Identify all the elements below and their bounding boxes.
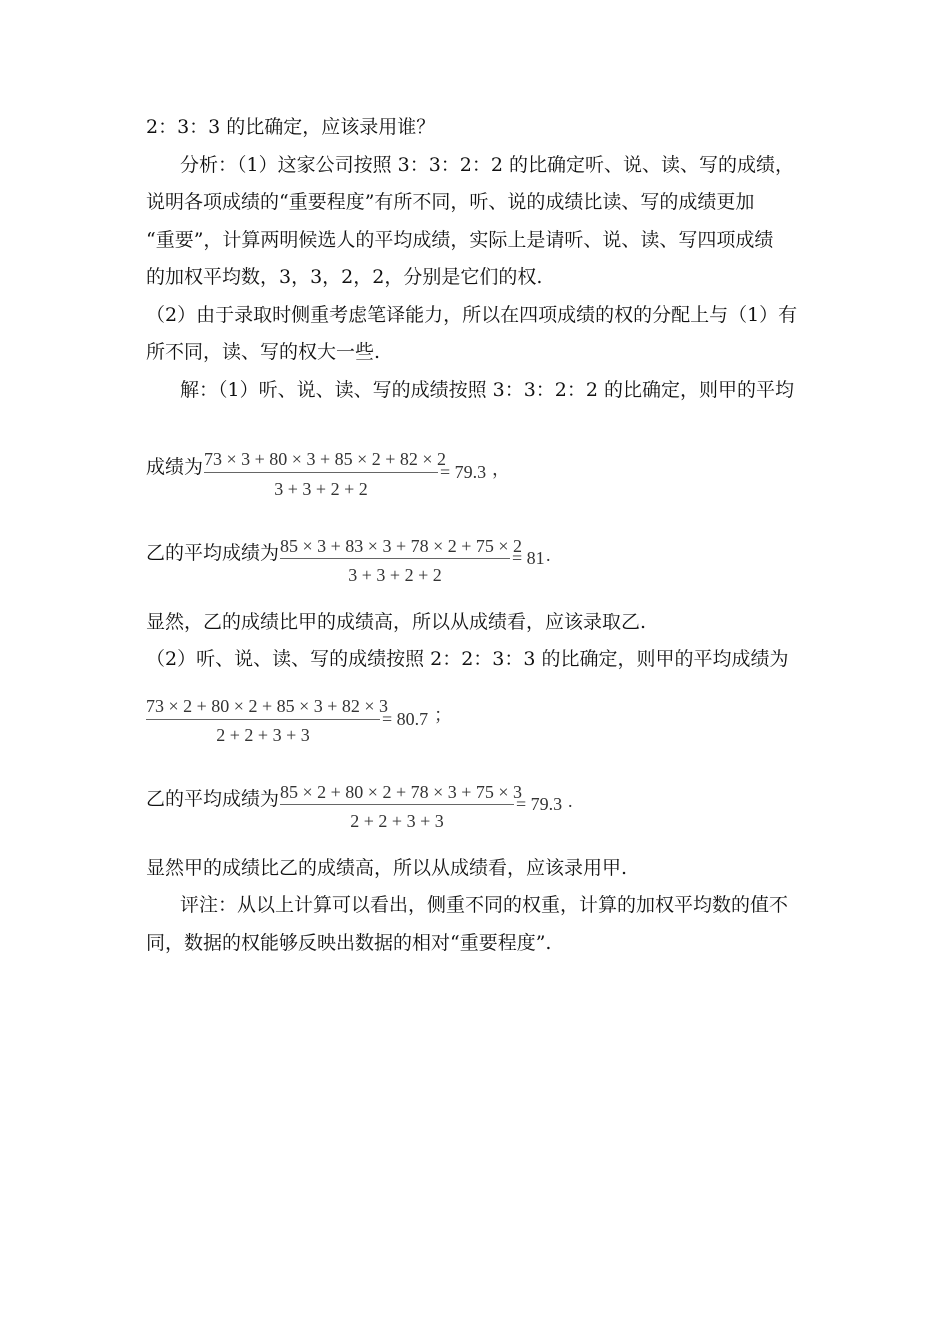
solution-line: 解：（1）听、说、读、写的成绩按照 3：3：2：2 的比确定，则甲的平均 [180, 379, 795, 401]
equation-numerator: 73 × 2 + 80 × 2 + 85 × 3 + 82 × 3 [146, 696, 389, 716]
equation-result: = 79.3 [516, 794, 563, 814]
equation-numerator: 73 × 3 + 80 × 3 + 85 × 2 + 82 × 2 [204, 449, 447, 469]
equation-denominator: 2 + 2 + 3 + 3 [350, 811, 444, 831]
equation-numerator: 85 × 2 + 80 × 2 + 78 × 3 + 75 × 3 [280, 782, 523, 802]
equation-denominator: 2 + 2 + 3 + 3 [216, 725, 310, 745]
equation-lead: 乙的平均成绩为 [146, 542, 280, 564]
paragraph-line: “重要”，计算两明候选人的平均成绩，实际上是请听、说、读、写四项成绩 [146, 229, 774, 251]
equation-lead: 乙的平均成绩为 [146, 788, 280, 810]
fraction-bar [146, 719, 380, 720]
equation-punct: . [568, 791, 573, 811]
comment-line: 评注：从以上计算可以看出，侧重不同的权重，计算的加权平均数的值不 [180, 894, 789, 916]
fraction-bar [280, 804, 514, 805]
paragraph-line: （2）听、说、读、写的成绩按照 2：2：3：3 的比确定，则甲的平均成绩为 [146, 648, 789, 670]
equation-numerator: 85 × 3 + 83 × 3 + 78 × 2 + 75 × 2 [280, 536, 523, 556]
equation-result: = 79.3 [440, 462, 487, 482]
equation-denominator: 3 + 3 + 2 + 2 [274, 479, 368, 499]
fraction-bar [280, 558, 510, 559]
paragraph-line: 2：3：3 的比确定，应该录用谁？ [146, 116, 436, 138]
paragraph-line: 的加权平均数，3，3，2，2，分别是它们的权. [146, 266, 543, 288]
equation-result: = 80.7 [382, 709, 429, 729]
equation-lead: 成绩为 [146, 456, 204, 478]
equation-punct: ， [492, 459, 510, 479]
equation-punct: ； [434, 705, 452, 725]
paragraph-line: 同，数据的权能够反映出数据的相对“重要程度”. [146, 932, 552, 954]
paragraph-line: 显然，乙的成绩比甲的成绩高，所以从成绩看，应该录取乙. [146, 611, 647, 633]
paragraph-line: 说明各项成绩的“重要程度”有所不同，听、说的成绩比读、写的成绩更加 [146, 191, 755, 213]
equation-punct: . [546, 545, 551, 565]
fraction-bar [204, 472, 438, 473]
equation-denominator: 3 + 3 + 2 + 2 [348, 565, 442, 585]
equation-result: = 81 [512, 548, 545, 568]
paragraph-line: （2）由于录取时侧重考虑笔译能力，所以在四项成绩的权的分配上与（1）有 [146, 304, 798, 326]
analysis-line: 分析：（1）这家公司按照 3：3：2：2 的比确定听、说、读、写的成绩， [180, 154, 795, 176]
paragraph-line: 显然甲的成绩比乙的成绩高，所以从成绩看，应该录用甲. [146, 857, 628, 879]
paragraph-line: 所不同，读、写的权大一些. [146, 341, 381, 363]
